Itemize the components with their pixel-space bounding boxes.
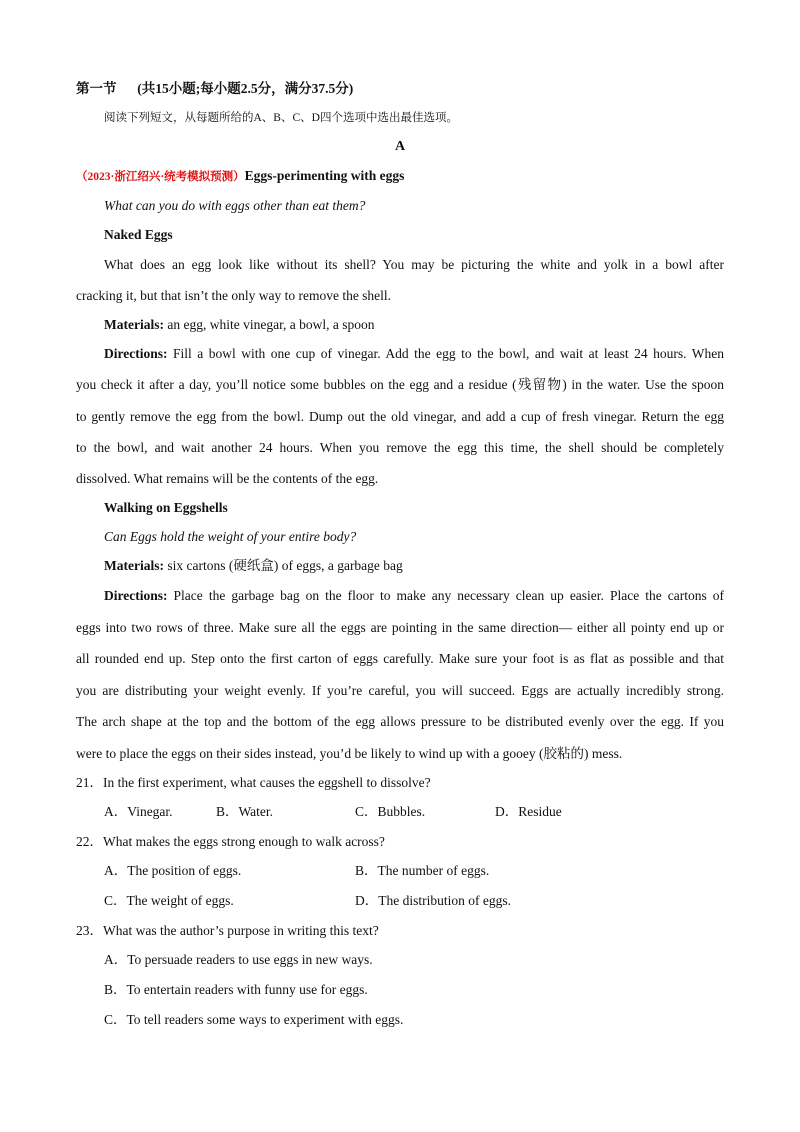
question-21 (76, 774, 431, 792)
question-stem: What makes the eggs strong enough to walk across? (103, 834, 385, 849)
exp1-intro-line: cracking it, but that isn’t the only way to remove the shell. (76, 288, 392, 303)
exp1-materials (104, 316, 375, 334)
exp1-heading: Naked Eggs (104, 227, 173, 242)
option-d[interactable]: D．Residue (495, 804, 562, 819)
materials-text: an egg, white vinegar, a bowl, a spoon (167, 317, 375, 332)
passage-source: （2023·浙江绍兴·统考模拟预测） (76, 171, 245, 183)
passage-label: A (394, 139, 406, 154)
exp2-directions-line (104, 587, 724, 605)
exp1-intro-line: What does an egg look like without its shell? You may be picturing the white and yolk in a bowl after (104, 257, 724, 272)
option-a[interactable]: A．To persuade readers to use eggs in new ways. (104, 952, 373, 967)
exp1-directions-line: dissolved. What remains will be the contents of the egg. (76, 471, 379, 486)
option-b[interactable]: B．Water. (216, 804, 274, 819)
section-title: 第一节 (76, 81, 117, 96)
materials-text: six cartons (硬纸盒) of eggs, a garbage bag (167, 558, 403, 573)
option-c[interactable]: C．The weight of eggs. (104, 893, 234, 908)
passage-subtitle: What can you do with eggs other than eat them? (104, 198, 366, 213)
directions-text: Fill a bowl with one cup of vinegar. Add the egg to the bowl, and wait at least 24 hours. When (173, 346, 725, 361)
materials-label: Materials: (104, 317, 164, 332)
option-c[interactable]: C．To tell readers some ways to experiment with eggs. (104, 1012, 404, 1027)
exp2-materials (104, 557, 403, 575)
question-number: 23． (76, 923, 103, 938)
section-instruction: 阅读下列短文，从每题所给的A、B、C、D四个选项中选出最佳选项。 (104, 112, 458, 124)
option-b[interactable]: B．To entertain readers with funny use for eggs. (104, 982, 368, 997)
passage-title: Eggs-perimenting with eggs (244, 168, 405, 183)
exp2-directions-line: you are distributing your weight evenly. If you’re careful, you will succeed. Eggs are actually incredibly strong. (76, 683, 724, 698)
option-d[interactable]: D．The distribution of eggs. (355, 893, 511, 908)
option-a[interactable]: A．Vinegar. (104, 804, 173, 819)
option-c[interactable]: C．Bubbles. (355, 804, 426, 819)
passage-heading (76, 167, 404, 186)
exp1-directions-line (104, 345, 724, 363)
exp1-directions-line: you check it after a day, you’ll notice some bubbles on the egg and a residue (残留物) in the water. Use the spoon (76, 377, 724, 392)
directions-label: Directions: (104, 588, 168, 603)
option-b[interactable]: B．The number of eggs. (355, 863, 490, 878)
exp2-heading: Walking on Eggshells (104, 500, 228, 515)
question-stem: In the first experiment, what causes the eggshell to dissolve? (103, 775, 431, 790)
exp2-question: Can Eggs hold the weight of your entire body? (104, 529, 357, 544)
section-header (76, 80, 353, 98)
option-a[interactable]: A．The position of eggs. (104, 863, 242, 878)
section-info: (共15小题;每小题2.5分，满分37.5分) (137, 81, 354, 96)
exp2-directions-line: eggs into two rows of three. Make sure all the eggs are pointing in the same direction— either all pointy end up or (76, 620, 724, 635)
question-23 (76, 922, 379, 940)
exp2-directions-line: were to place the eggs on their sides instead, you’d be likely to wind up with a gooey (胶粘的) mess. (76, 746, 623, 761)
question-number: 22． (76, 834, 103, 849)
exp1-directions-line: to gently remove the egg from the bowl. Dump out the old vinegar, and add a cup of fresh vinegar. Return the egg (76, 409, 724, 424)
exp1-directions-line: to the bowl, and wait another 24 hours. When you remove the egg this time, the shell should be completely (76, 440, 724, 455)
question-number: 21． (76, 775, 103, 790)
directions-text: Place the garbage bag on the floor to make any necessary clean up easier. Place the cartons of (173, 588, 725, 603)
materials-label: Materials: (104, 558, 164, 573)
question-stem: What was the author’s purpose in writing this text? (103, 923, 379, 938)
exp2-directions-line: The arch shape at the top and the bottom of the egg allows pressure to be distributed evenly over the egg. If you (76, 714, 724, 729)
directions-label: Directions: (104, 346, 168, 361)
question-22 (76, 833, 385, 851)
exp2-directions-line: all rounded end up. Step onto the first carton of eggs carefully. Make sure your foot is as flat as possible and that (76, 651, 724, 666)
